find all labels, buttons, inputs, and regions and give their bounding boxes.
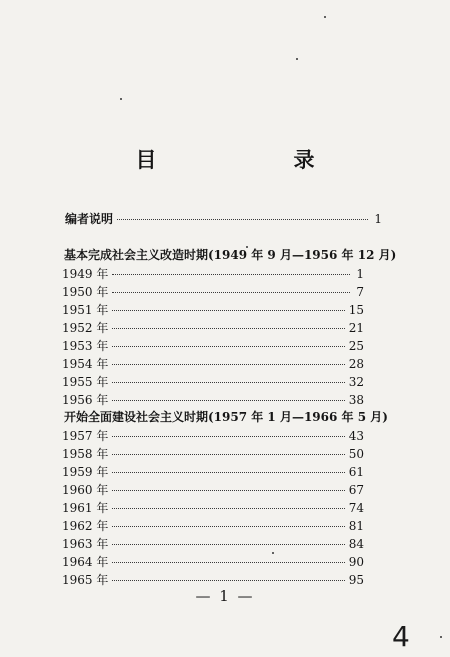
toc-entry[interactable]: [62, 265, 364, 283]
leader-dots: [112, 472, 344, 473]
section-heading: 开始全面建设社会主义时期(1957 年 1 月—1966 年 5 月): [64, 410, 388, 424]
leader-dots: [112, 508, 344, 509]
toc-entry[interactable]: [62, 373, 364, 391]
toc-entry-page: 67: [348, 483, 364, 497]
scan-speck: [246, 246, 248, 248]
leader-dots: [112, 400, 344, 401]
leader-dots: [112, 580, 344, 581]
scan-speck: [324, 16, 326, 18]
scan-speck: [272, 552, 274, 554]
leader-dots: [112, 328, 344, 329]
toc-entry[interactable]: [62, 553, 364, 571]
toc-entry[interactable]: [62, 355, 364, 373]
scan-speck: [120, 98, 122, 100]
toc-entry-label: 1956 年: [62, 393, 109, 407]
leader-dots: [112, 526, 344, 527]
leader-dots: [112, 454, 344, 455]
leader-dots: [112, 436, 344, 437]
toc-entry-label: 1963 年: [62, 537, 109, 551]
toc-entry[interactable]: [62, 517, 364, 535]
toc-entry[interactable]: [62, 301, 364, 319]
toc-entry[interactable]: [62, 499, 364, 517]
toc-entry-page: 7: [356, 285, 364, 299]
leader-dots: [112, 274, 350, 275]
toc-entry-page: 90: [348, 555, 364, 569]
leader-dots: [117, 219, 368, 220]
toc-entry[interactable]: [62, 337, 364, 355]
toc-entry-label: 1955 年: [62, 375, 109, 389]
toc-entry-page: 81: [348, 519, 364, 533]
leader-dots: [112, 310, 344, 311]
toc-entry[interactable]: [62, 319, 364, 337]
toc-entry-label: 1952 年: [62, 321, 109, 335]
toc-entry-label: 1959 年: [62, 465, 109, 479]
toc-entry-page: 25: [348, 339, 364, 353]
leader-dots: [112, 364, 344, 365]
toc-entry[interactable]: [62, 463, 364, 481]
toc-entry-page: 21: [348, 321, 364, 335]
toc-entry[interactable]: [62, 283, 364, 301]
toc-entry-page: 15: [348, 303, 364, 317]
toc-entry[interactable]: [62, 535, 364, 553]
section-heading: 基本完成社会主义改造时期(1949 年 9 月—1956 年 12 月): [64, 248, 397, 262]
toc-entry-label: 1954 年: [62, 357, 109, 371]
toc-entry-page: 32: [348, 375, 364, 389]
toc-entry-label: 1965 年: [62, 573, 109, 587]
toc-entry-label: 1951 年: [62, 303, 109, 317]
toc-entry-page: 43: [348, 429, 364, 443]
page-title: 目 录: [135, 147, 373, 172]
footer-page-number: — 1 —: [195, 587, 255, 605]
toc-entry-label: 1950 年: [62, 285, 109, 299]
toc-entry-label: 1960 年: [62, 483, 109, 497]
toc-entry[interactable]: [62, 445, 364, 463]
toc-entry-editors-note[interactable]: [65, 210, 382, 228]
toc-entry-label: 1961 年: [62, 501, 109, 515]
scan-speck: [440, 636, 442, 638]
toc-entry-page: 1: [356, 267, 364, 281]
leader-dots: [112, 346, 344, 347]
toc-entry-page: 28: [348, 357, 364, 371]
toc-entry-page: 1: [374, 212, 382, 226]
leader-dots: [112, 490, 344, 491]
scan-speck: [296, 58, 298, 60]
toc-entry-page: 61: [348, 465, 364, 479]
toc-entry-page: 50: [348, 447, 364, 461]
toc-entry[interactable]: [62, 481, 364, 499]
toc-entry-label: 1953 年: [62, 339, 109, 353]
leader-dots: [112, 292, 350, 293]
toc-entry-page: 74: [348, 501, 364, 515]
toc-entry-label: 1957 年: [62, 429, 109, 443]
toc-entry-page: 38: [348, 393, 364, 407]
toc-entry-label: 编者说明: [65, 212, 114, 226]
leader-dots: [112, 544, 344, 545]
toc-entry-label: 1964 年: [62, 555, 109, 569]
handwritten-mark: 4: [392, 620, 410, 653]
toc-entry[interactable]: [62, 391, 364, 409]
leader-dots: [112, 562, 344, 563]
leader-dots: [112, 382, 344, 383]
toc-entry-label: 1962 年: [62, 519, 109, 533]
toc-entry[interactable]: [62, 427, 364, 445]
toc-entry-label: 1949 年: [62, 267, 109, 281]
toc-entry-label: 1958 年: [62, 447, 109, 461]
toc-entry-page: 95: [348, 573, 364, 587]
toc-entry-page: 84: [348, 537, 364, 551]
